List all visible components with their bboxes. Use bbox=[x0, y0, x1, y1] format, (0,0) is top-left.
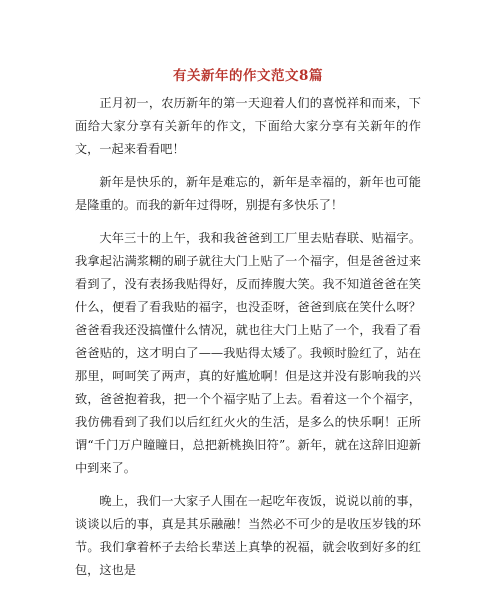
document-title: 有关新年的作文范文8篇 bbox=[173, 68, 323, 84]
paragraph-spring-couplets: 大年三十的上午，我和我爸爸到工厂里去贴春联、贴福字。我拿起沾满浆糊的刷子就往大门上贴了一个福字，但是爸爸过来看到了，没有表扬我贴得好，反而捧腹大笑。我不知道爸爸在笑什么，便看了看我贴的福字，也没歪呀，爸爸到底在笑什么呀？爸爸看我还没搞懂什么情况，就也往大门上贴了一个，我看了看爸爸贴的，这才明白了——我贴得太矮了。我顿时脸红了，站在那里，呵呵笑了两声，真的好尴尬啊！但是这并没有影响我的兴致，爸爸抱着我，把一个个福字贴了上去。看着这一个个福字，我仿佛看到了我们以后红红火火的生活，是多么的快乐啊！正所谓“千门万户瞳瞳日，总把新桃换旧符”。新年，就在这辞旧迎新中到来了。 bbox=[75, 231, 421, 475]
document-body bbox=[75, 92, 421, 590]
paragraph-reunion-dinner: 晚上，我们一大家子人围在一起吃年夜饭，说说以前的事，谈谈以后的事，真是其乐融融！当然必不可少的是收压岁钱的环节。我们拿着杯子去给长辈送上真挚的祝福，就会收到好多的红包，这也是 bbox=[75, 494, 421, 577]
paragraph-intro: 正月初一，农历新年的第一天迎着人们的喜悦祥和而来，下面给大家分享有关新年的作文，下面给大家分享有关新年的作文，一起来看看吧！ bbox=[75, 96, 421, 156]
paragraph-new-year-happy: 新年是快乐的，新年是难忘的，新年是幸福的，新年也可能是隆重的。而我的新年过得呀，别提有多快乐了！ bbox=[75, 175, 421, 212]
